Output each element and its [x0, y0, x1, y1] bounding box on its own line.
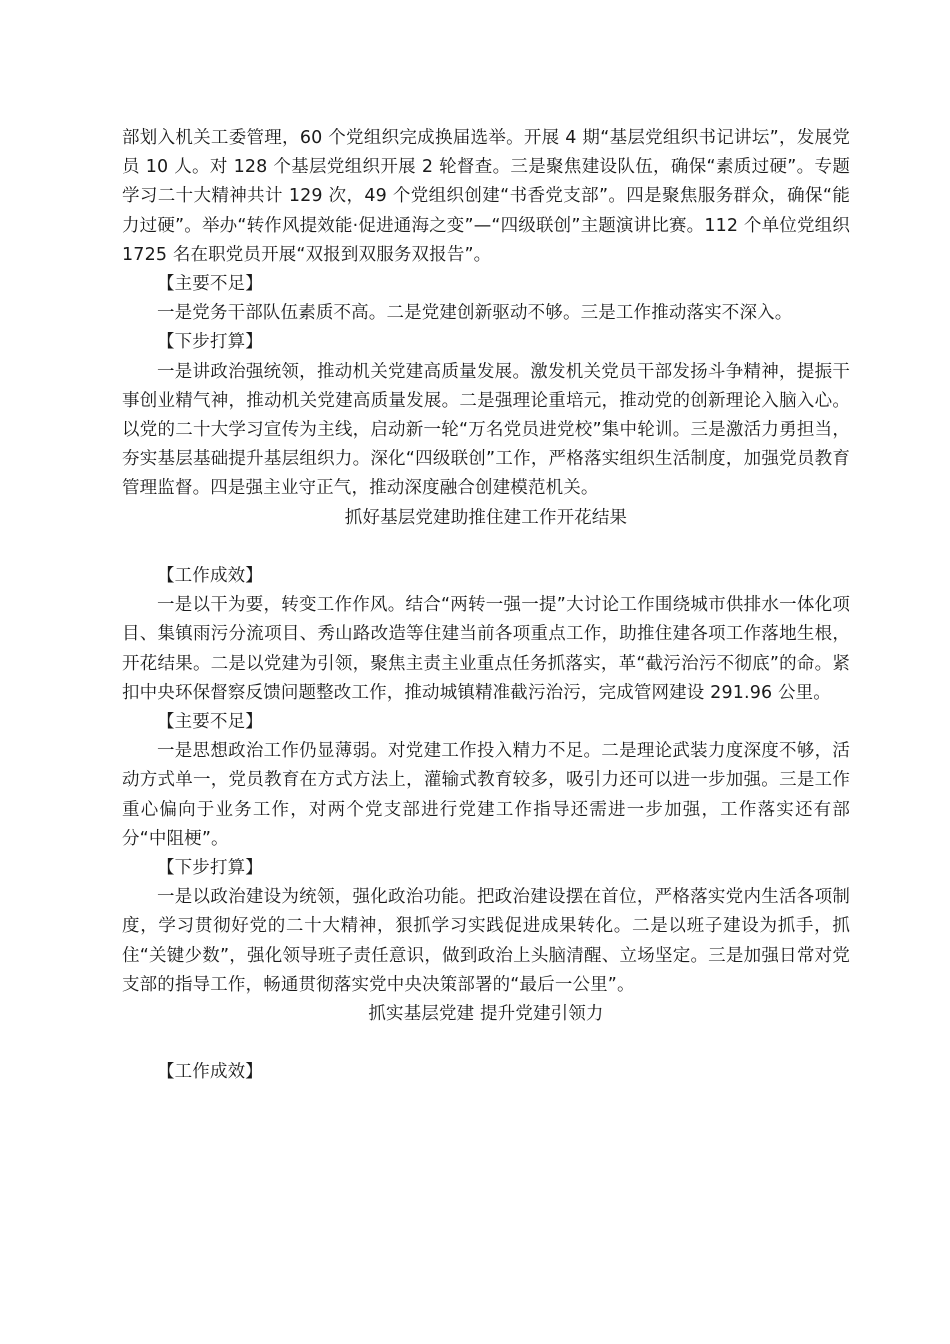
continuation-paragraph: 部划入机关工委管理，60 个党组织完成换届选举。开展 4 期“基层党组织书记讲坛”，发展党员 10 人。对 128 个基层党组织开展 2 轮督查。三是聚焦建设队伍，确保“素质过硬”。专题学习二十大精神共计 129 次，49 个党组织创建“书香党支部”。四是聚焦服务群众，确保“能力过硬”。举办“转作风提效能·促进通海之变”—“四级联创”主题演讲比赛。112 个单位党组织 1725 名在职党员开展“双报到双服务双报告”。	[122, 128, 850, 265]
section-spacer	[122, 1029, 850, 1058]
results-paragraph: 一是以干为要，转变工作作风。结合“两转一强一提”大讨论工作围绕城市供排水一体化项目、集镇雨污分流项目、秀山路改造等住建当前各项重点工作，助推住建各项工作落地生根，开花结果。二是以党建为引领，聚焦主责主业重点任务抓落实，革“截污治污不彻底”的命。紧扣中央环保督察反馈问题整改工作，推动城镇精准截污治污，完成管网建设 291.96 公里。	[122, 595, 850, 703]
deficiency-paragraph: 一是思想政治工作仍显薄弱。对党建工作投入精力不足。二是理论武装力度深度不够，活动方式单一，党员教育在方式方法上，灌输式教育较多，吸引力还可以进一步加强。三是工作重心偏向于业务工作，对两个党支部进行党建工作指导还需进一步加强，工作落实还有部分“中阻梗”。	[122, 741, 850, 849]
deficiency-heading: 【主要不足】	[157, 274, 263, 295]
plan-heading: 【下步打算】	[157, 858, 263, 879]
section-title: 抓好基层党建助推住建工作开花结果	[344, 507, 628, 528]
document-page	[122, 124, 850, 1088]
plan-paragraph: 一是讲政治强统领，推动机关党建高质量发展。激发机关党员干部发扬斗争精神，提振干事创业精气神，推动机关党建高质量发展。二是强理论重培元，推动党的创新理论入脑入心。以党的二十大学习宣传为主线，启动新一轮“万名党员进党校”集中轮训。三是激活力勇担当，夯实基层基础提升基层组织力。深化“四级联创”工作，严格落实组织生活制度，加强党员教育管理监督。四是强主业守正气，推动深度融合创建模范机关。	[122, 361, 850, 499]
section-title: 抓实基层党建 提升党建引领力	[368, 1004, 604, 1025]
results-heading: 【工作成效】	[157, 566, 263, 587]
deficiency-heading: 【主要不足】	[157, 712, 263, 733]
plan-heading: 【下步打算】	[157, 332, 263, 353]
results-heading: 【工作成效】	[157, 1062, 263, 1083]
plan-paragraph: 一是以政治建设为统领，强化政治功能。把政治建设摆在首位，严格落实党内生活各项制度，学习贯彻好党的二十大精神，狠抓学习实践促进成果转化。二是以班子建设为抓手，抓住“关键少数”，强化领导班子责任意识，做到政治上头脑清醒、立场坚定。三是加强日常对党支部的指导工作，畅通贯彻落实党中央决策部署的“最后一公里”。	[122, 887, 850, 995]
section-spacer	[122, 533, 850, 562]
deficiency-paragraph: 一是党务干部队伍素质不高。二是党建创新驱动不够。三是工作推动落实不深入。	[157, 303, 793, 324]
